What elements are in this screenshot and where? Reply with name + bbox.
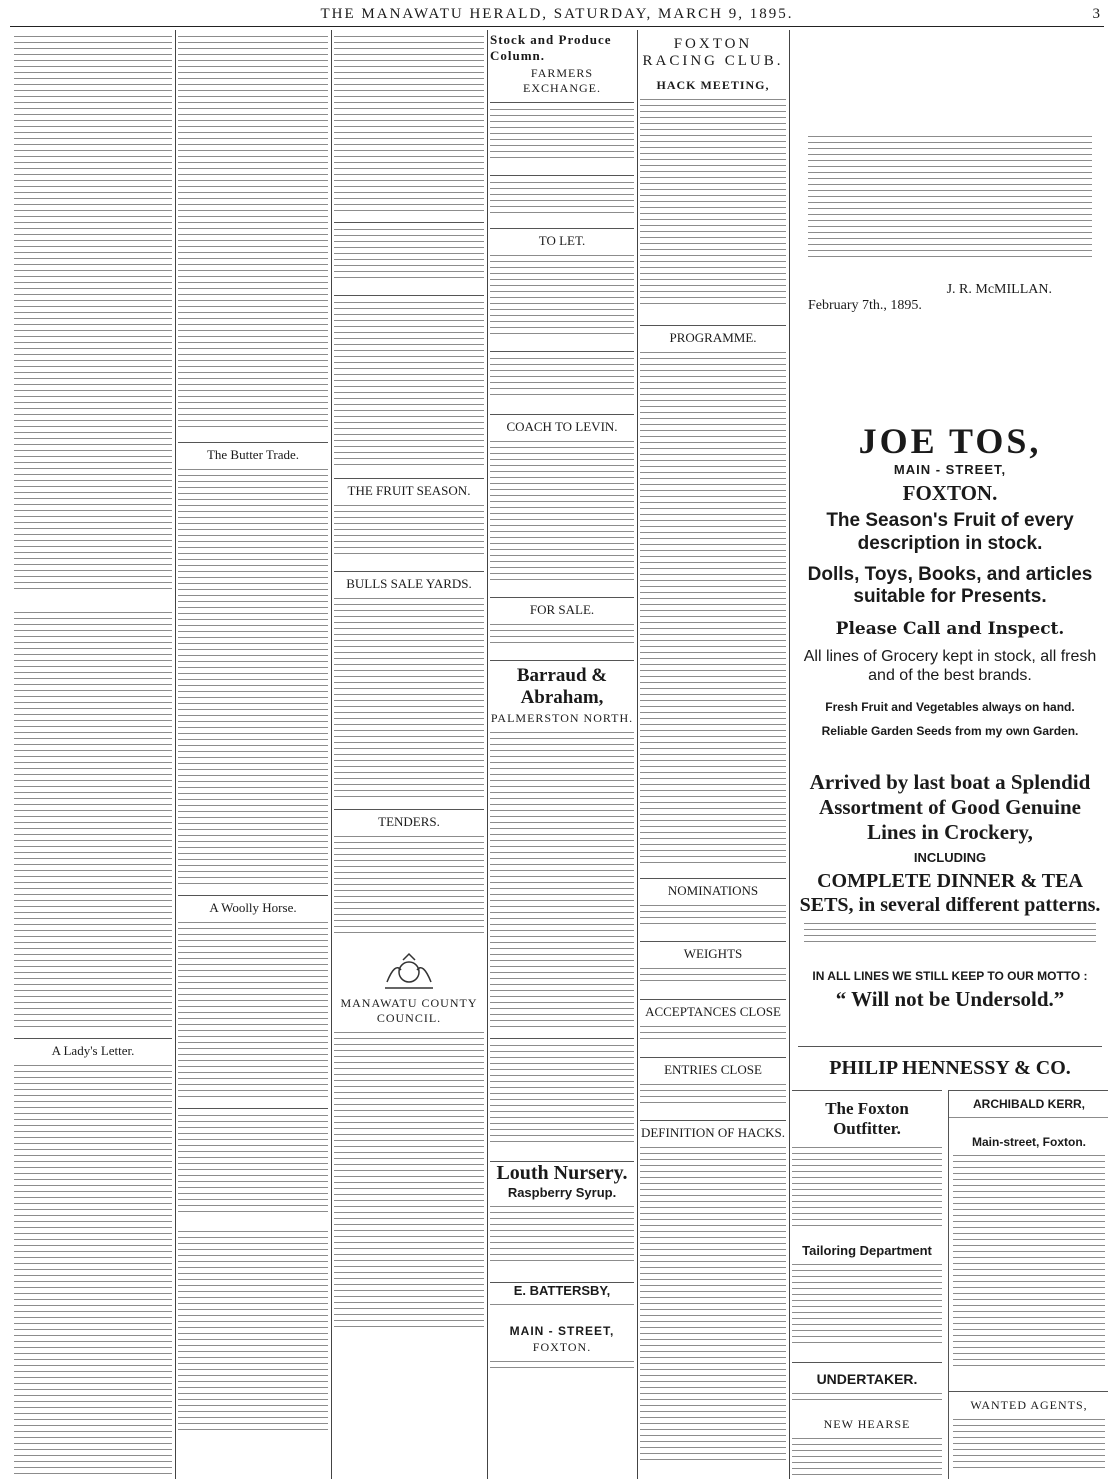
column-rule bbox=[487, 30, 488, 1479]
louth-nursery-ad bbox=[490, 1161, 634, 1276]
kerr-name: ARCHIBALD KERR, bbox=[973, 1097, 1085, 1111]
wanted-residents-ad bbox=[490, 1038, 634, 1155]
column-2 bbox=[178, 30, 328, 1479]
for-sale-potatoes-ad bbox=[490, 102, 634, 169]
column-1 bbox=[14, 30, 172, 1479]
liquidation-notice bbox=[334, 295, 484, 472]
heading-woolly-horse: A Woolly Horse. bbox=[178, 895, 328, 916]
column-6 bbox=[792, 30, 1108, 1479]
to-let-text bbox=[490, 255, 634, 345]
column-5 bbox=[640, 30, 786, 1479]
battersby-name: E. BATTERSBY, bbox=[513, 1283, 611, 1298]
joe-tos-line6: Reliable Garden Seeds from my own Garden. bbox=[821, 723, 1079, 738]
louth-nursery-subtitle: Raspberry Syrup. bbox=[507, 1185, 617, 1200]
conditions-text bbox=[640, 1147, 786, 1467]
column-4 bbox=[490, 30, 634, 1479]
heading-racing-club: FOXTON RACING CLUB. bbox=[642, 36, 784, 69]
heading-nominations: NOMINATIONS bbox=[640, 878, 786, 899]
heading-hack-meeting: HACK MEETING, bbox=[656, 78, 770, 92]
lost-notice bbox=[334, 222, 484, 289]
column-rule bbox=[637, 30, 638, 1479]
masthead bbox=[10, 4, 1104, 27]
article-text bbox=[178, 922, 328, 1102]
column-rule bbox=[789, 30, 790, 1479]
article-text bbox=[334, 836, 484, 946]
article-text bbox=[334, 505, 484, 565]
barraud-abraham-place: PALMERSTON NORTH. bbox=[490, 711, 634, 725]
joe-tos-line5: Fresh Fruit and Vegetables always on hand. bbox=[825, 699, 1075, 714]
outfitter-name: The Foxton Outfitter. bbox=[825, 1099, 909, 1138]
crockery-including: INCLUDING bbox=[913, 849, 987, 865]
for-sale-organ-text bbox=[490, 624, 634, 654]
kerr-street: Main-street, Foxton. bbox=[971, 1135, 1086, 1149]
article-text bbox=[14, 36, 172, 606]
joe-tos-line4: All lines of Grocery kept in stock, all fresh and of the best brands. bbox=[803, 648, 1097, 685]
battersby-ad bbox=[490, 1282, 634, 1381]
great-partnership-sale-ad bbox=[490, 351, 634, 408]
heading-bulls-sale: BULLS SALE YARDS. bbox=[334, 571, 484, 592]
notice-signature: J. R. McMILLAN. bbox=[946, 282, 1052, 297]
article-text bbox=[178, 469, 328, 889]
mcmillan-notice bbox=[792, 130, 1108, 314]
notice-date: February 7th., 1895. bbox=[808, 298, 922, 313]
heading-coach-to-levin: COACH TO LEVIN. bbox=[490, 414, 634, 435]
article-text bbox=[14, 612, 172, 1032]
officials-list bbox=[640, 99, 786, 319]
tender-contracts-list bbox=[334, 1032, 484, 1332]
wanted-agents-title: WANTED AGENTS, bbox=[949, 1391, 1108, 1413]
article-text bbox=[178, 36, 328, 436]
undertaker-title: UNDERTAKER. bbox=[792, 1362, 942, 1387]
louth-nursery-name: Louth Nursery. bbox=[496, 1162, 628, 1184]
article-text bbox=[14, 1065, 172, 1479]
programme-list bbox=[640, 352, 786, 872]
heading-entries: ENTRIES CLOSE bbox=[640, 1057, 786, 1078]
barraud-abraham-ad bbox=[490, 660, 634, 1032]
heading-county-council: MANAWATU COUNTY COUNCIL. bbox=[340, 996, 478, 1025]
article-text bbox=[334, 598, 484, 803]
heading-ladys-letter: A Lady's Letter. bbox=[14, 1038, 172, 1059]
heading-farmers-exchange: FARMERS EXCHANGE. bbox=[523, 66, 601, 95]
column-rule bbox=[175, 30, 176, 1479]
article-text bbox=[334, 36, 484, 216]
heading-fruit-season: THE FRUIT SEASON. bbox=[334, 478, 484, 499]
heading-acceptances: ACCEPTANCES CLOSE bbox=[640, 999, 786, 1020]
crockery-line2: COMPLETE DINNER & TEA SETS, in several different patterns. bbox=[799, 869, 1101, 916]
wanted-horses-ad bbox=[490, 175, 634, 222]
crockery-line3 bbox=[798, 923, 1102, 963]
heading-for-sale: FOR SALE. bbox=[490, 597, 634, 618]
masthead-title: THE MANAWATU HERALD, SATURDAY, MARCH 9, 1895. bbox=[320, 6, 794, 22]
clements-tonic-advertisement bbox=[178, 1108, 328, 1431]
battersby-street: MAIN - STREET, bbox=[509, 1324, 615, 1338]
coach-text bbox=[490, 441, 634, 591]
archibald-kerr-ad bbox=[948, 1090, 1108, 1479]
heading-weights: WEIGHTS bbox=[640, 941, 786, 962]
crockery-line4: IN ALL LINES WE STILL KEEP TO OUR MOTTO : bbox=[812, 968, 1088, 983]
hennessy-name: PHILIP HENNESSY & CO. bbox=[798, 1046, 1102, 1080]
heading-stock-produce: Stock and Produce Column. bbox=[490, 32, 612, 63]
page-number: 3 bbox=[1092, 6, 1100, 22]
joe-tos-ad bbox=[792, 420, 1108, 738]
coat-of-arms-icon bbox=[381, 952, 437, 992]
foxton-outfitter-ad bbox=[792, 1090, 942, 1479]
heading-tenders: TENDERS. bbox=[334, 809, 484, 830]
heading-to-let: TO LET. bbox=[490, 228, 634, 249]
joe-tos-line2: Dolls, Toys, Books, and articles suitable for Presents. bbox=[807, 563, 1093, 608]
column-3 bbox=[334, 30, 484, 1479]
crockery-ad bbox=[792, 770, 1108, 1080]
crockery-line1: Arrived by last boat a Splendid Assortment of Good Genuine Lines in Crockery, bbox=[809, 770, 1091, 845]
joe-tos-line3: Please Call and Inspect. bbox=[835, 619, 1065, 640]
joe-tos-town: FOXTON. bbox=[902, 481, 998, 505]
undertaker-hearse: NEW HEARSE bbox=[823, 1417, 911, 1431]
outfitter-section: Tailoring Department bbox=[802, 1243, 932, 1258]
heading-programme: PROGRAMME. bbox=[640, 325, 786, 346]
joe-tos-line1: The Season's Fruit of every description in stock. bbox=[826, 510, 1074, 554]
heading-definition: DEFINITION OF HACKS. bbox=[640, 1120, 786, 1141]
heading-butter-trade: The Butter Trade. bbox=[178, 442, 328, 463]
barraud-abraham-name: Barraud & Abraham, bbox=[516, 665, 608, 708]
column-rule bbox=[331, 30, 332, 1479]
crockery-motto: “ Will not be Undersold.” bbox=[835, 986, 1065, 1011]
battersby-town: FOXTON. bbox=[532, 1340, 592, 1354]
joe-tos-name: JOE TOS, bbox=[858, 421, 1042, 461]
joe-tos-street: MAIN - STREET, bbox=[893, 462, 1007, 477]
